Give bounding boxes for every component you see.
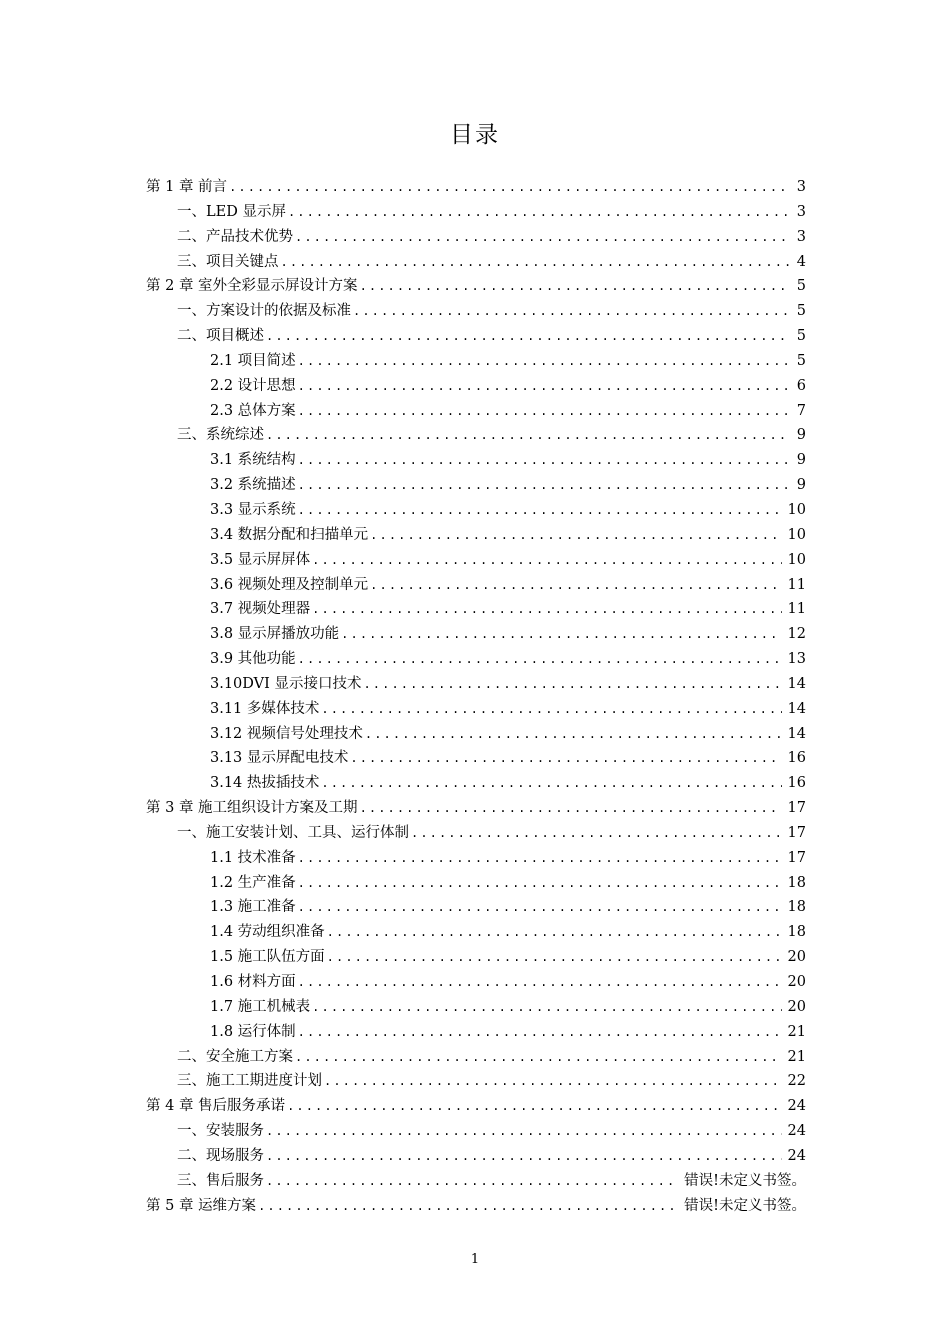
toc-entry-title: 第 3 章 施工组织设计方案及工期: [146, 800, 358, 817]
toc-dot-leader: [360, 279, 791, 293]
toc-entry-title: 第 2 章 室外全彩显示屏设计方案: [146, 278, 358, 295]
toc-entry[interactable]: [146, 324, 806, 349]
toc-entry-page: 24: [787, 1123, 806, 1140]
toc-entry-page: 20: [787, 949, 806, 966]
toc-entry-title: 第 5 章 运维方案: [146, 1197, 257, 1214]
toc-entry-title: 3.14 热拔插技术: [210, 775, 320, 792]
toc-entry-page: 3: [796, 228, 806, 245]
toc-entry-page: 17: [787, 824, 806, 841]
toc-dot-leader: [365, 727, 782, 741]
toc-entry-title: 3.12 视频信号处理技术: [210, 725, 363, 742]
toc-entry[interactable]: [146, 399, 806, 424]
toc-entry-page: 10: [787, 551, 806, 568]
toc-dot-leader: [298, 453, 791, 467]
toc-entry-page: 21: [787, 1048, 806, 1065]
toc-entry[interactable]: [146, 1194, 806, 1219]
toc-entry[interactable]: [146, 200, 806, 225]
toc-entry-title: 一、施工安装计划、工具、运行体制: [177, 824, 409, 841]
toc-entry[interactable]: [146, 1020, 806, 1045]
toc-entry[interactable]: [146, 597, 806, 622]
toc-entry-page: 12: [787, 626, 806, 643]
toc-dot-leader: [266, 428, 791, 442]
toc-entry-title: 3.7 视频处理器: [210, 601, 311, 618]
toc-entry-page: 4: [796, 253, 806, 270]
toc-dot-leader: [281, 255, 791, 269]
toc-dot-leader: [363, 677, 781, 691]
toc-entry[interactable]: [146, 548, 806, 573]
toc-entry-page: 20: [787, 974, 806, 990]
toc-dot-leader: [370, 578, 781, 592]
toc-dot-leader: [350, 751, 781, 765]
toc-entry-page: 16: [787, 750, 806, 767]
toc-dot-leader: [295, 1050, 782, 1064]
toc-entry[interactable]: [146, 1119, 806, 1144]
toc-entry[interactable]: [146, 349, 806, 374]
toc-dot-leader: [298, 478, 791, 492]
toc-entry[interactable]: [146, 697, 806, 722]
toc-entry-title: 第 1 章 前言: [146, 179, 228, 195]
toc-entry-page: 21: [787, 1023, 806, 1040]
toc-entry[interactable]: [146, 498, 806, 523]
toc-entry[interactable]: [146, 274, 806, 299]
toc-dot-leader: [324, 1074, 782, 1088]
toc-entry-page: 5: [796, 278, 806, 295]
toc-dot-leader: [298, 503, 782, 517]
toc-dot-leader: [321, 702, 781, 716]
toc-entry[interactable]: [146, 175, 806, 200]
toc-entry-page: 14: [787, 675, 806, 692]
toc-entry[interactable]: [146, 821, 806, 846]
toc-dot-leader: [258, 1199, 678, 1213]
toc-entry-title: 3.1 系统结构: [210, 452, 296, 469]
toc-dot-leader: [327, 950, 782, 964]
toc-entry-title: 3.9 其他功能: [210, 651, 296, 668]
toc-entry[interactable]: [146, 871, 806, 896]
toc-dot-leader: [321, 776, 781, 790]
toc-entry-page: 18: [787, 924, 806, 941]
toc-entry[interactable]: [146, 523, 806, 548]
toc-entry-page: 17: [787, 849, 806, 866]
toc-entry-page: 9: [796, 477, 806, 494]
toc-dot-leader: [298, 900, 782, 914]
toc-entry-page: 3: [796, 203, 806, 220]
toc-dot-leader: [353, 304, 791, 318]
toc-entry-page: 10: [787, 526, 806, 543]
toc-entry[interactable]: [146, 448, 806, 473]
toc-entry[interactable]: [146, 647, 806, 672]
toc-entry-page: 13: [787, 651, 806, 668]
toc-entry-page: 错误!未定义书签。: [684, 1172, 806, 1189]
toc-dot-leader: [298, 975, 782, 989]
toc-entry[interactable]: [146, 771, 806, 796]
toc-entry[interactable]: [146, 423, 806, 448]
toc-dot-leader: [266, 1149, 782, 1163]
toc-dot-leader: [266, 1174, 678, 1188]
table-of-contents: [146, 175, 806, 1218]
toc-dot-leader: [312, 553, 781, 567]
toc-entry-page: 5: [796, 303, 806, 320]
toc-entry-title: 1.7 施工机械表: [210, 998, 311, 1015]
toc-dot-leader: [298, 652, 782, 666]
toc-entry-title: 1.1 技术准备: [210, 849, 296, 866]
toc-entry[interactable]: [146, 945, 806, 970]
toc-entry-title: 3.2 系统描述: [210, 477, 296, 494]
toc-entry-title: 二、现场服务: [177, 1147, 264, 1164]
toc-dot-leader: [295, 230, 791, 244]
toc-entry[interactable]: [146, 250, 806, 275]
toc-dot-leader: [341, 627, 781, 641]
toc-dot-leader: [288, 205, 791, 219]
toc-entry-page: 11: [787, 601, 806, 618]
toc-entry-title: 二、项目概述: [177, 328, 264, 345]
page-title: 目录: [450, 122, 500, 148]
toc-entry[interactable]: [146, 722, 806, 747]
toc-entry[interactable]: [146, 846, 806, 871]
toc-entry[interactable]: [146, 1094, 806, 1119]
toc-entry-page: 24: [787, 1147, 806, 1164]
toc-entry-page: 16: [787, 775, 806, 792]
toc-dot-leader: [298, 876, 782, 890]
toc-entry-title: 第 4 章 售后服务承诺: [146, 1098, 286, 1115]
toc-entry-title: 二、安全施工方案: [177, 1048, 293, 1065]
toc-entry[interactable]: [146, 970, 806, 995]
toc-entry-title: 1.2 生产准备: [210, 874, 296, 891]
toc-entry[interactable]: [146, 473, 806, 498]
toc-entry[interactable]: [146, 746, 806, 771]
toc-entry-title: 三、系统综述: [177, 427, 264, 444]
toc-entry[interactable]: [146, 573, 806, 598]
toc-dot-leader: [266, 1124, 782, 1138]
toc-entry-title: 三、项目关键点: [177, 253, 279, 270]
toc-entry-page: 10: [787, 501, 806, 518]
toc-entry[interactable]: [146, 1045, 806, 1070]
toc-entry-page: 错误!未定义书签。: [684, 1197, 806, 1214]
toc-dot-leader: [360, 801, 782, 815]
toc-dot-leader: [370, 528, 781, 542]
toc-entry-title: 2.2 设计思想: [210, 377, 296, 394]
toc-entry-page: 18: [787, 874, 806, 891]
toc-entry-title: 3.4 数据分配和扫描单元: [210, 526, 369, 543]
toc-entry-title: 3.3 显示系统: [210, 501, 296, 518]
toc-dot-leader: [312, 1000, 781, 1014]
toc-entry-page: 3: [796, 179, 806, 195]
toc-entry[interactable]: [146, 895, 806, 920]
toc-entry[interactable]: [146, 622, 806, 647]
toc-entry-title: 一、方案设计的依据及标准: [177, 303, 351, 320]
toc-entry[interactable]: [146, 920, 806, 945]
toc-entry-page: 7: [796, 402, 806, 419]
toc-entry-page: 6: [796, 377, 806, 394]
toc-entry-title: 3.10DVI 显示接口技术: [210, 675, 362, 692]
toc-entry-page: 22: [787, 1073, 806, 1090]
toc-dot-leader: [411, 826, 782, 840]
toc-entry-page: 14: [787, 725, 806, 742]
toc-entry-page: 14: [787, 700, 806, 717]
toc-entry[interactable]: [146, 672, 806, 697]
toc-entry-page: 5: [796, 328, 806, 345]
toc-dot-leader: [298, 379, 791, 393]
toc-entry-title: 2.1 项目简述: [210, 352, 296, 369]
toc-entry-title: 3.11 多媒体技术: [210, 700, 320, 717]
toc-entry[interactable]: [146, 374, 806, 399]
toc-dot-leader: [298, 404, 791, 418]
toc-entry-page: 11: [787, 576, 806, 593]
toc-entry[interactable]: [146, 796, 806, 821]
toc-dot-leader: [287, 1099, 781, 1113]
toc-entry-title: 2.3 总体方案: [210, 402, 296, 419]
toc-entry-title: 一、LED 显示屏: [177, 203, 286, 220]
toc-entry-title: 一、安装服务: [177, 1123, 264, 1140]
toc-entry-page: 20: [787, 998, 806, 1015]
toc-entry-page: 9: [796, 452, 806, 469]
toc-dot-leader: [327, 925, 782, 939]
toc-entry-title: 三、售后服务: [177, 1172, 264, 1189]
toc-entry-title: 3.13 显示屏配电技术: [210, 750, 349, 767]
toc-dot-leader: [298, 1025, 782, 1039]
toc-entry-title: 1.8 运行体制: [210, 1023, 296, 1040]
toc-entry-title: 1.6 材料方面: [210, 974, 296, 990]
toc-dot-leader: [229, 180, 791, 194]
toc-entry[interactable]: [146, 299, 806, 324]
toc-entry-title: 3.6 视频处理及控制单元: [210, 576, 369, 593]
toc-entry-title: 三、施工工期进度计划: [177, 1073, 322, 1090]
toc-dot-leader: [298, 851, 782, 865]
toc-entry[interactable]: [146, 1169, 806, 1194]
toc-entry[interactable]: [146, 1069, 806, 1094]
toc-entry[interactable]: [146, 225, 806, 250]
toc-entry-title: 1.3 施工准备: [210, 899, 296, 916]
toc-entry-title: 1.5 施工队伍方面: [210, 949, 325, 966]
toc-dot-leader: [298, 354, 791, 368]
toc-entry-title: 3.8 显示屏播放功能: [210, 626, 340, 643]
toc-entry-title: 3.5 显示屏屏体: [210, 551, 311, 568]
toc-entry-page: 9: [796, 427, 806, 444]
toc-entry-title: 二、产品技术优势: [177, 228, 293, 245]
toc-dot-leader: [266, 329, 791, 343]
toc-entry-page: 18: [787, 899, 806, 916]
toc-dot-leader: [312, 602, 781, 616]
toc-entry-page: 24: [787, 1098, 806, 1115]
toc-entry[interactable]: [146, 1144, 806, 1169]
toc-entry-page: 17: [787, 800, 806, 817]
toc-entry[interactable]: [146, 995, 806, 1020]
page-number: 1: [470, 1252, 480, 1267]
toc-entry-title: 1.4 劳动组织准备: [210, 924, 325, 941]
toc-entry-page: 5: [796, 352, 806, 369]
